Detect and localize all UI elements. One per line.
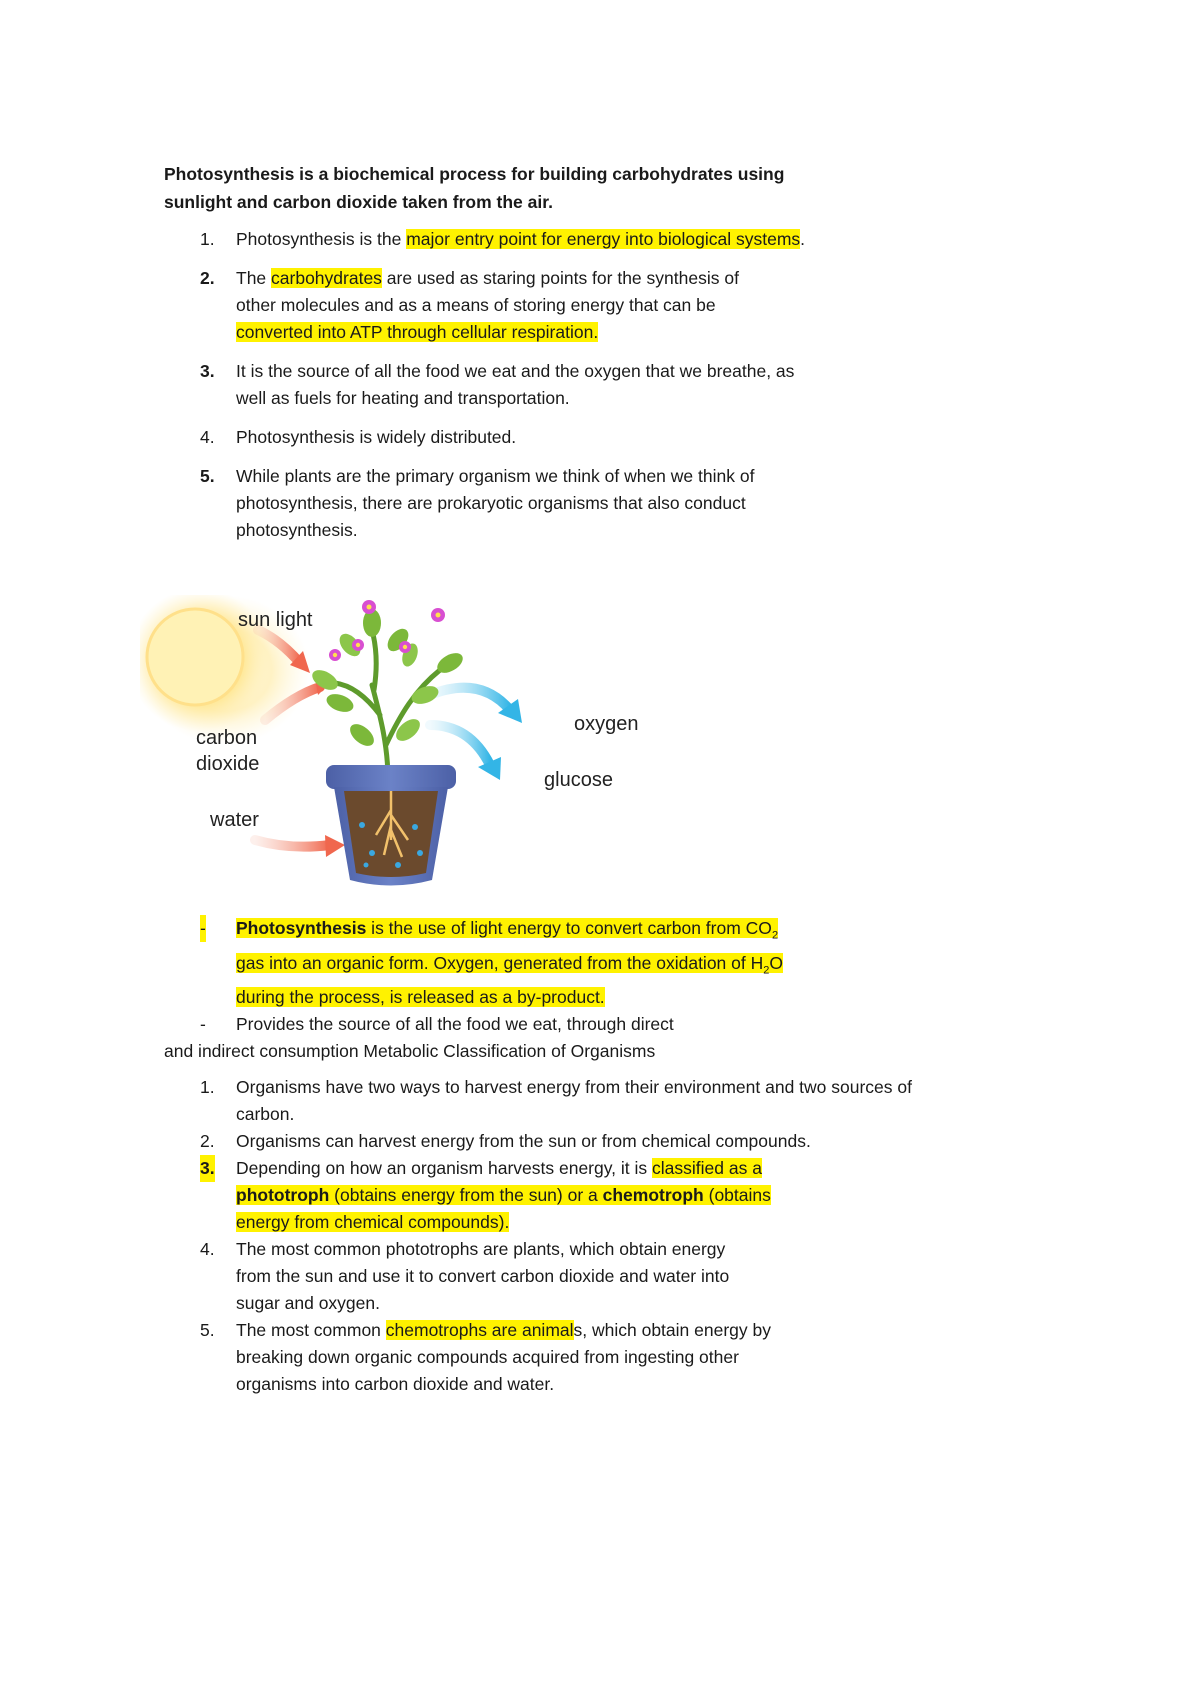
metabolic-classification-list: [164, 1074, 1064, 1398]
photosynthesis-diagram: [140, 595, 660, 900]
flower-pot-icon: [326, 765, 456, 886]
item-text: Photosynthesis is widely distributed.: [236, 427, 517, 447]
dash-marker: -: [200, 1014, 206, 1034]
list-item: [164, 424, 1064, 451]
highlighted-text: classified as a: [652, 1158, 762, 1178]
item-text: (obtains energy from the sun) or a: [329, 1185, 603, 1205]
item-text: sugar and oxygen.: [236, 1293, 380, 1313]
item-text: The: [236, 268, 272, 288]
classification-heading: and indirect consumption Metabolic Classification of Organisms: [164, 1041, 656, 1061]
water-label: water: [210, 809, 259, 831]
highlighted-text: chemotrophs are animal: [385, 1320, 574, 1340]
item-text: photosynthesis.: [236, 520, 358, 540]
item-text: carbon.: [236, 1104, 295, 1124]
list-item: [164, 265, 1064, 346]
item-text: organisms into carbon dioxide and water.: [236, 1374, 555, 1394]
item-text: While plants are the primary organism we think of when we think of: [236, 466, 755, 486]
item-text: Organisms can harvest energy from the sun or from chemical compounds.: [236, 1131, 811, 1151]
photosynthesis-definition-list: [164, 915, 924, 1038]
item-text: It is the source of all the food we eat and the oxygen that we breathe, as: [236, 361, 795, 381]
list-item: [164, 463, 1064, 544]
list-item: [164, 1236, 1064, 1317]
dash-marker: -: [200, 915, 206, 942]
carbon-dioxide-label-line-2: dioxide: [196, 753, 260, 775]
item-text: are used as staring points for the synthesis of: [381, 268, 739, 288]
sunlight-label: sun light: [238, 609, 313, 631]
bold-term: Photosynthesis: [236, 918, 367, 938]
item-text: The most common: [236, 1320, 386, 1340]
bold-term: phototroph: [236, 1185, 330, 1205]
list-item: [164, 915, 924, 1011]
oxygen-label: oxygen: [574, 713, 639, 735]
photosynthesis-points-list: [164, 226, 1064, 556]
item-text: Provides the source of all the food we eat, through direct: [236, 1014, 674, 1034]
list-number: 4.: [200, 1239, 215, 1259]
list-number: 1.: [200, 229, 215, 249]
item-text: gas into an organic form. Oxygen, generated from the oxidation of H: [236, 952, 764, 973]
intro-line-2: sunlight and carbon dioxide taken from the air.: [164, 192, 553, 212]
highlighted-text: converted into ATP through cellular respiration.: [236, 322, 599, 342]
list-item: [164, 1155, 1064, 1236]
item-text: Organisms have two ways to harvest energy from their environment and two sources of: [236, 1077, 912, 1097]
water-arrow: [255, 840, 330, 847]
list-item: [164, 358, 1064, 412]
list-number: 4.: [200, 427, 215, 447]
list-number: 5.: [200, 466, 215, 486]
item-text: .: [800, 229, 806, 249]
carbon-dioxide-label-line-1: carbon: [196, 727, 258, 749]
list-item: [164, 1074, 1064, 1128]
list-item: [164, 1011, 924, 1038]
item-text: other molecules and as a means of storing energy that can be: [236, 295, 716, 315]
highlighted-text: major entry point for energy into biological systems: [406, 229, 801, 249]
intro-paragraph: [164, 160, 884, 216]
item-text: O: [769, 952, 783, 973]
intro-line-1: Photosynthesis is a biochemical process for building carbohydrates using: [164, 164, 785, 184]
water-arrowhead: [325, 835, 345, 857]
item-text: is the use of light energy to convert carbon from CO: [366, 918, 772, 938]
bold-term: chemotroph: [602, 1185, 704, 1205]
oxygen-arrow: [430, 688, 510, 710]
highlighted-text: energy from chemical compounds).: [236, 1212, 510, 1232]
glucose-label: glucose: [544, 769, 613, 791]
list-item: [164, 1317, 1064, 1398]
list-number: 2.: [200, 1131, 215, 1151]
list-number: 5.: [200, 1320, 215, 1340]
list-number: 1.: [200, 1077, 215, 1097]
item-text: s, which obtain energy by: [573, 1320, 771, 1340]
item-text: photosynthesis, there are prokaryotic organisms that also conduct: [236, 493, 746, 513]
list-item: [164, 226, 1064, 253]
item-text: Depending on how an organism harvests energy, it is: [236, 1158, 653, 1178]
item-text: breaking down organic compounds acquired from ingesting other: [236, 1347, 739, 1367]
item-text: Photosynthesis is the: [236, 229, 407, 249]
item-text: well as fuels for heating and transportation.: [236, 388, 570, 408]
highlighted-text: carbohydrates: [271, 268, 382, 288]
subscript: 2: [771, 929, 779, 942]
item-text: (obtains: [703, 1185, 771, 1205]
glucose-arrow: [430, 725, 490, 765]
list-number: 2.: [200, 268, 215, 288]
list-number: 3.: [200, 1155, 215, 1182]
list-number: 3.: [200, 361, 215, 381]
item-text: from the sun and use it to convert carbon dioxide and water into: [236, 1266, 730, 1286]
highlighted-text: during the process, is released as a by-product.: [236, 987, 605, 1007]
list-item: [164, 1128, 1064, 1155]
subscript: 2: [763, 964, 770, 976]
item-text: The most common phototrophs are plants, which obtain energy: [236, 1239, 726, 1259]
